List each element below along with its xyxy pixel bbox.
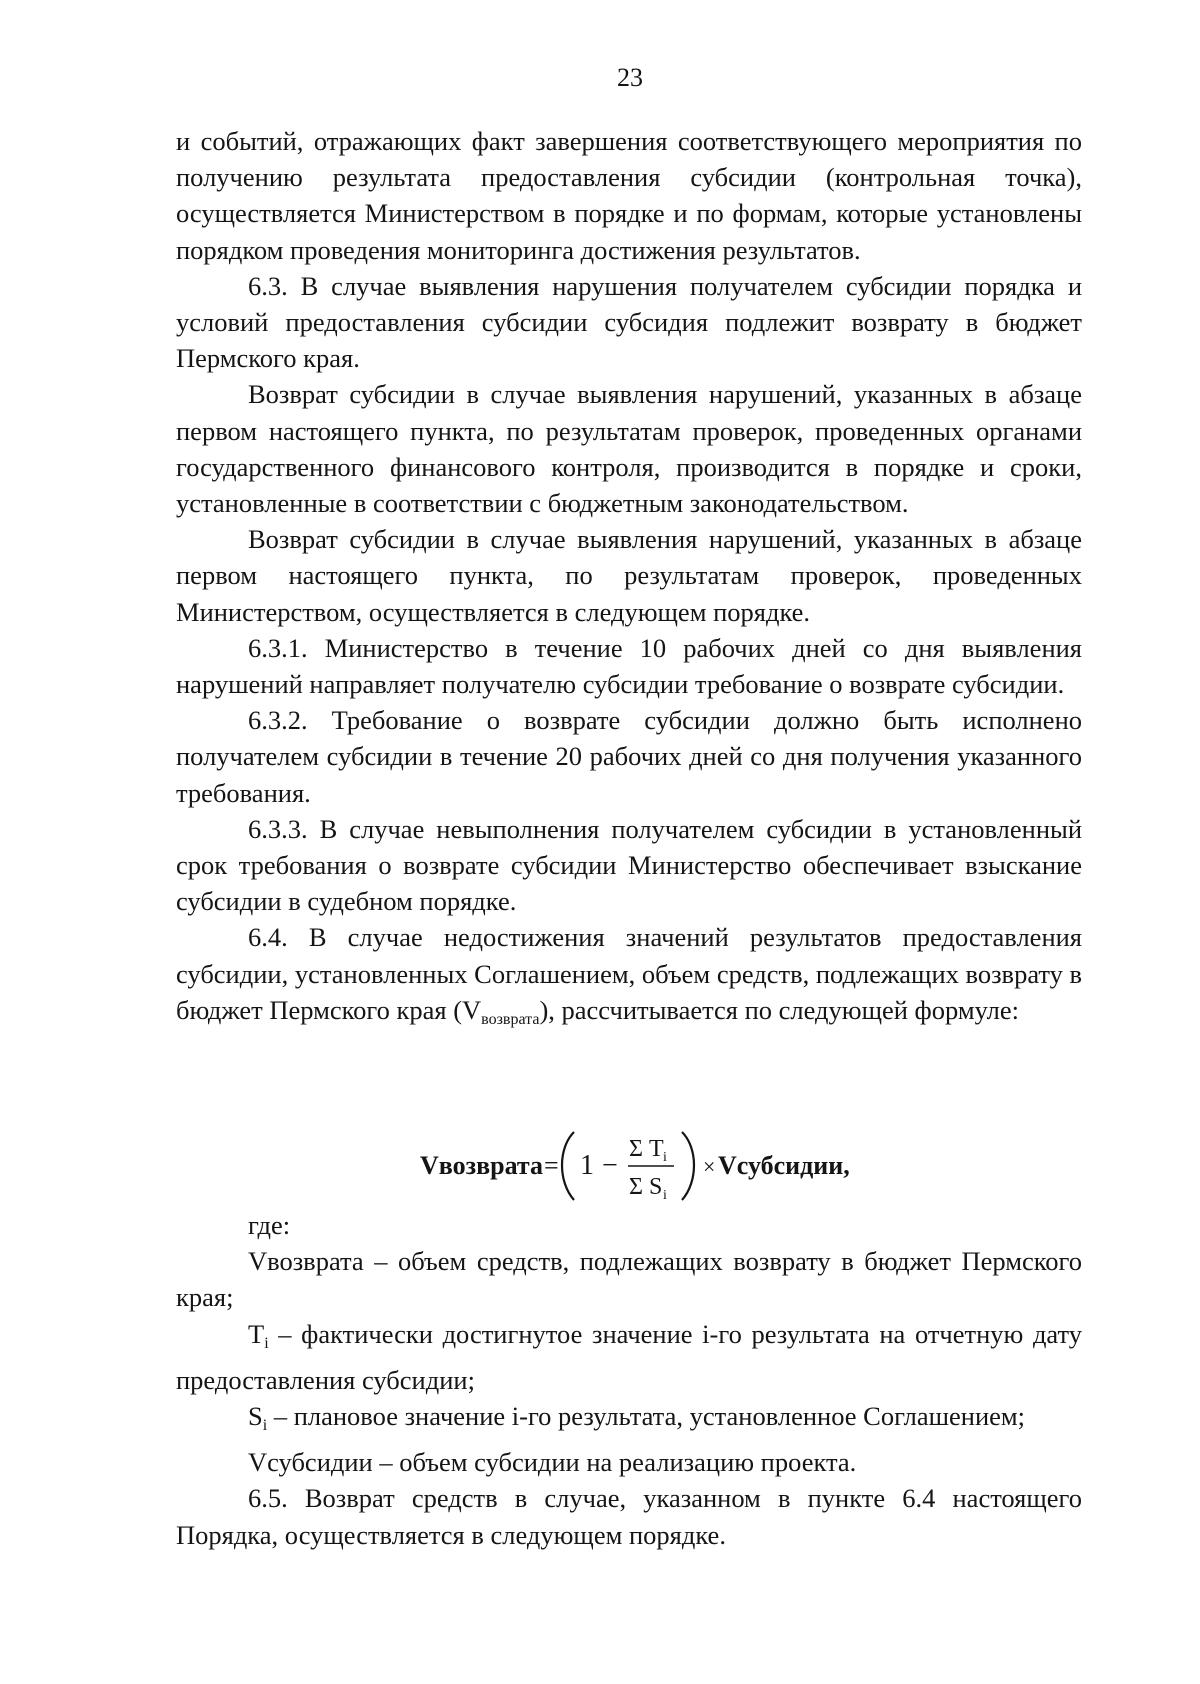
p64-before: 6.4. В случае недостижения значений результатов предоставления субсидии, установленных Соглашением, объем средств, подлежащих возврату в бюджет Пермского края (V [176, 922, 1083, 1025]
formula-minus: − [602, 1150, 618, 1181]
page-number: 23 [617, 63, 643, 92]
formula-num-index: i [663, 1150, 667, 1165]
definition-t-text: – фактически достигнутое значение i-го результата на отчетную дату предоставления субсидии; [176, 1318, 1082, 1395]
symbol-t: T [248, 1318, 265, 1349]
paragraph-6-3: 6.3. В случае выявления нарушения получателем субсидии порядка и условий предоставления субсидии субсидия подлежит возврату в бюджет Пермского края. [176, 270, 1082, 374]
definition-s [176, 1398, 1082, 1444]
definition-v-subsidy: Vсубсидии – объем субсидии на реализацию проекта. [248, 1447, 857, 1478]
formula-one: 1 [580, 1150, 594, 1181]
paragraph-return-control: Возврат субсидии в случае выявления нарушений, указанных в абзаце первом настоящего пункта, по результатам проверок, проведенных органами государственного финансового контроля, производится в порядке и сроки, установленные в соответствии с бюджетным законодательством. [176, 379, 1082, 519]
symbol-t-index: i [264, 1334, 269, 1352]
text-block-lower [176, 1207, 1082, 1553]
definition-t [176, 1316, 1082, 1398]
paragraph-6-5: 6.5. Возврат средств в случае, указанном в пункте 6.4 настоящего Порядка, осуществляется в следующем порядке. [176, 1483, 1082, 1550]
definition-v-return: Vвозврата – объем средств, подлежащих возврату в бюджет Пермского края; [176, 1246, 1082, 1313]
text-block-upper [176, 123, 1082, 1038]
p64-after: ), рассчитывается по следующей формуле: [539, 994, 1020, 1025]
paragraph-6-3-2: 6.3.2. Требование о возврате субсидии должно быть исполнено получателем субсидии в течение 20 рабочих дней со дня получения указанного требования. [176, 705, 1082, 808]
formula-rhs: Vсубсидии, [718, 1151, 850, 1180]
formula-left-paren [562, 1132, 574, 1200]
symbol-s-index: i [262, 1417, 268, 1435]
formula-equals: = [544, 1151, 559, 1180]
symbol-s: S [248, 1401, 263, 1432]
paragraph-return-ministry: Возврат субсидии в случае выявления нарушений, указанных в абзаце первом настоящего пункта, по результатам проверок, проведенных Министерством, осуществляется в следующем порядке. [176, 524, 1082, 627]
paragraph-6-4 [176, 919, 1082, 1038]
formula-numerator: Σ T [629, 1136, 664, 1162]
where-label: где: [248, 1210, 291, 1240]
definition-s-text: – плановое значение i-го результата, установленное Соглашением; [267, 1401, 1026, 1432]
paragraph-6-3-1: 6.3.1. Министерство в течение 10 рабочих дней со дня выявления нарушений направляет получателю субсидии требование о возврате субсидии. [176, 632, 1082, 700]
refund-formula [420, 1118, 880, 1208]
formula-times: × [703, 1154, 716, 1179]
formula-lhs: Vвозврата [420, 1151, 544, 1180]
paragraph-continuation: и событий, отражающих факт завершения соответствующего мероприятия по получению результата предоставления субсидии (контрольная точка), осуществляется Министерством в порядке и по формам, которые установлены порядком проведения мониторинга достижения результатов. [176, 126, 1082, 265]
formula-svg [420, 1118, 880, 1208]
p64-subscript: возврата [481, 1010, 540, 1028]
formula-right-paren [682, 1132, 694, 1200]
formula-den-index: i [663, 1188, 667, 1203]
paragraph-6-3-3: 6.3.3. В случае невыполнения получателем субсидии в установленный срок требования о возврате субсидии Министерство обеспечивает взыскание субсидии в судебном порядке. [176, 813, 1082, 917]
formula-denominator: Σ S [629, 1174, 663, 1200]
